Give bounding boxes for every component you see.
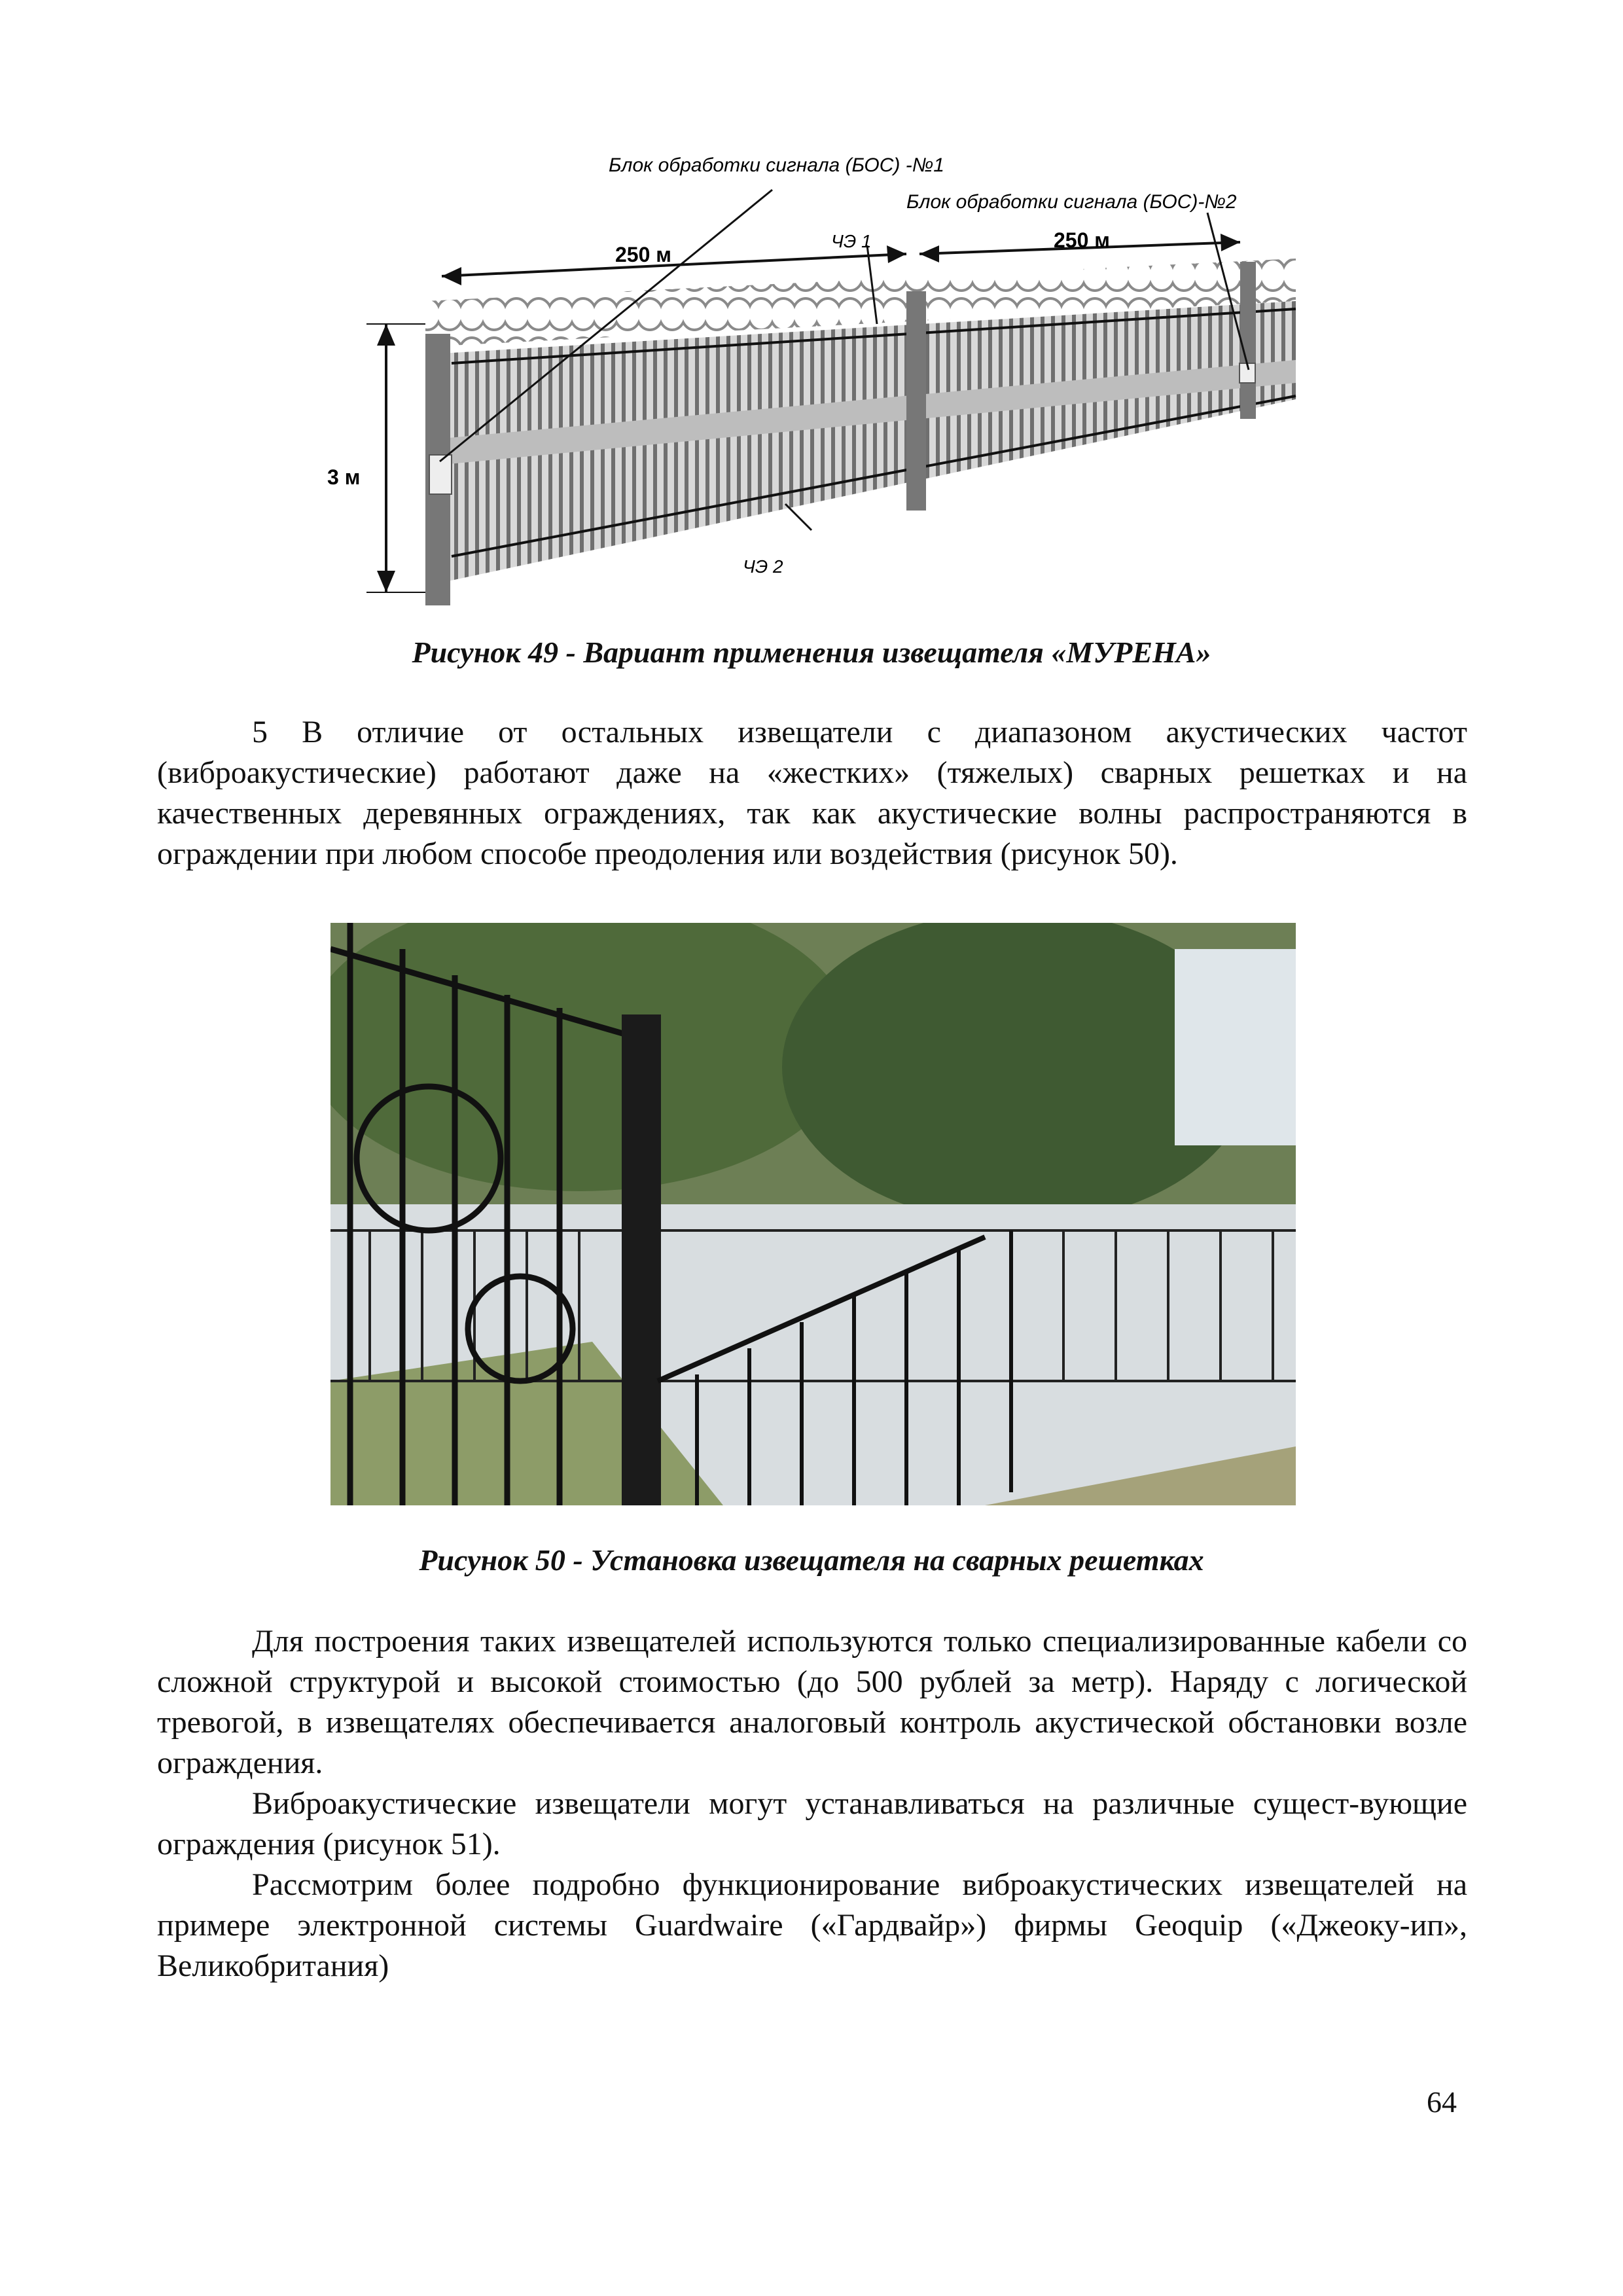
arrowhead: [887, 245, 906, 263]
figure-49-caption: Рисунок 49 - Вариант применения извещателя «МУРЕНА»: [412, 636, 1211, 669]
arrowhead: [377, 324, 395, 346]
label-bos2: Блок обработки сигнала (БОС)-№2: [906, 191, 1237, 213]
arrowhead: [442, 267, 461, 285]
fence-post: [1240, 262, 1256, 419]
label-bos1: Блок обработки сигнала (БОС) -№1: [609, 154, 944, 176]
fence-photo: [330, 923, 1296, 1505]
arrowhead: [919, 245, 939, 262]
label-span2: 250 м: [1054, 228, 1110, 252]
fence-post: [906, 291, 926, 511]
sky: [1175, 949, 1296, 1145]
paragraph-3: Виброакустические извещатели могут устанавливаться на различные сущест-вующие ограждения (рисунок 51).: [157, 1786, 1467, 1861]
span-dimension-1: [442, 254, 906, 276]
arrowhead: [377, 571, 395, 592]
paragraph-4: Рассмотрим более подробно функционирование виброакустических извещателей на примере электронной системы Guardwaire («Гардвайр») фирмы Geoquip («Джеоку-ип», Великобритания): [157, 1867, 1467, 1983]
paragraph-2: Для построения таких извещателей используются только специализированные кабели со сложной структурой и высокой стоимостью (до 500 рублей за метр). Наряду с логической тревогой, в извещателях обеспечивается аналоговый контроль акустической обстановки возле ограждения.: [157, 1624, 1467, 1780]
label-span1: 250 м: [615, 243, 671, 266]
figure-50-caption: Рисунок 50 - Установка извещателя на сварных решетках: [419, 1543, 1204, 1577]
paragraph-1: 5 В отличие от остальных извещатели с диапазоном акустических частот (виброакустические) работают даже на «жестких» (тяжелых) сварных решетках и на качественных деревянных ограждениях, так как акустические волны распространяются в ограждении при любом способе преодоления или воздействия (рисунок 50).: [157, 715, 1467, 871]
label-ce2: ЧЭ 2: [743, 556, 783, 577]
label-ce1: ЧЭ 1: [831, 231, 872, 251]
arrowhead: [1221, 234, 1240, 251]
leader-line: [785, 504, 812, 530]
fence-post: [622, 1014, 661, 1505]
fence-diagram: [327, 137, 1315, 609]
label-height: 3 м: [327, 465, 361, 489]
page-number: 64: [1427, 2085, 1457, 2119]
